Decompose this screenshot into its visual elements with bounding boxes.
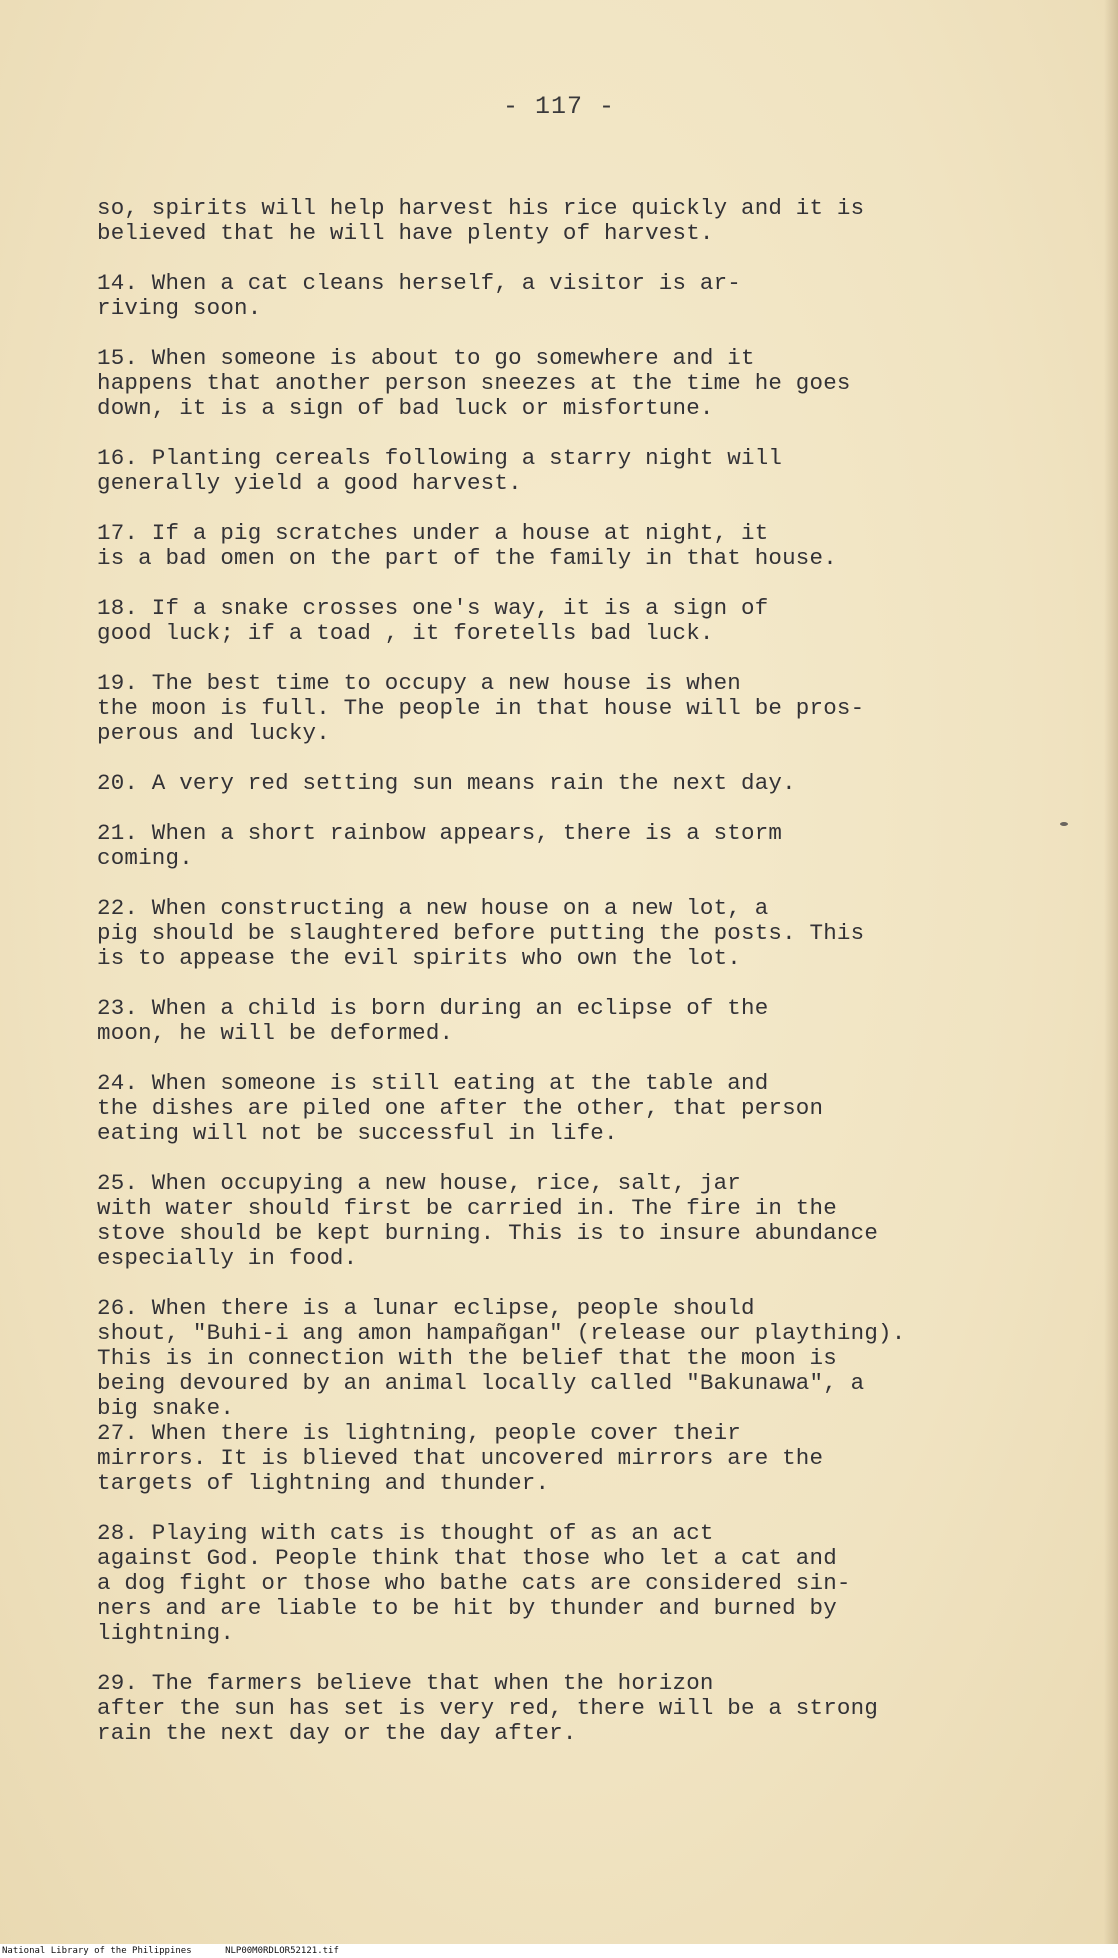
page-number: - 117 - — [502, 92, 616, 121]
paragraph-19: 19. The best time to occupy a new house is when the moon is full. The people in that house will be pros- perous and lucky. — [97, 670, 865, 746]
paragraph-23: 23. When a child is born during an eclipse of the moon, he will be deformed. — [97, 995, 769, 1046]
footer-file-id: NLP00M0RDLOR52121.tif — [225, 1946, 339, 1956]
paragraph-28: 28. Playing with cats is thought of as an act against God. People think that those who let a cat and a dog fight or those who bathe cats are considered sin- ners and are liable to be hit by thunder and burned by lightning. — [97, 1520, 851, 1646]
paper-speck — [1060, 822, 1068, 826]
paragraph-27: 27. When there is lightning, people cover their mirrors. It is blieved that uncovered mirrors are the targets of lightning and thunder. — [97, 1420, 824, 1496]
paragraph-24: 24. When someone is still eating at the table and the dishes are piled one after the other, that person eating will not be successful in life. — [97, 1070, 824, 1146]
paragraph-continuation: so, spirits will help harvest his rice quickly and it is believed that he will have plenty of harvest. — [97, 195, 865, 246]
paragraph-18: 18. If a snake crosses one's way, it is a sign of good luck; if a toad , it foretells bad luck. — [97, 595, 769, 646]
paragraph-21: 21. When a short rainbow appears, there is a storm coming. — [97, 820, 783, 871]
paragraph-14: 14. When a cat cleans herself, a visitor is ar- riving soon. — [97, 270, 742, 321]
paragraph-17: 17. If a pig scratches under a house at night, it is a bad omen on the part of the family in that house. — [97, 520, 837, 571]
paragraph-16: 16. Planting cereals following a starry night will generally yield a good harvest. — [97, 445, 783, 496]
paragraph-25: 25. When occupying a new house, rice, salt, jar with water should first be carried in. The fire in the stove should be kept burning. This is to insure abundance especially in food. — [97, 1170, 879, 1271]
paragraph-15: 15. When someone is about to go somewhere and it happens that another person sneezes at the time he goes down, it is a sign of bad luck or misfortune. — [97, 345, 851, 421]
paragraph-22: 22. When constructing a new house on a new lot, a pig should be slaughtered before putting the posts. This is to appease the evil spirits who own the lot. — [97, 895, 865, 971]
page-edge-shadow — [1104, 0, 1118, 1958]
scan-footer — [0, 1944, 1118, 1958]
paragraph-29: 29. The farmers believe that when the horizon after the sun has set is very red, there will be a strong rain the next day or the day after. — [97, 1670, 879, 1746]
paragraph-26: 26. When there is a lunar eclipse, people should shout, "Buhi-i ang amon hampañgan" (release our plaything). This is in connection with the belief that the moon is being devoured by an animal locally called "Bakunawa", a big snake. — [97, 1295, 906, 1421]
body-text — [97, 196, 997, 1771]
footer-library: National Library of the Philippines — [2, 1946, 192, 1956]
paragraph-20: 20. A very red setting sun means rain the next day. — [97, 770, 796, 796]
